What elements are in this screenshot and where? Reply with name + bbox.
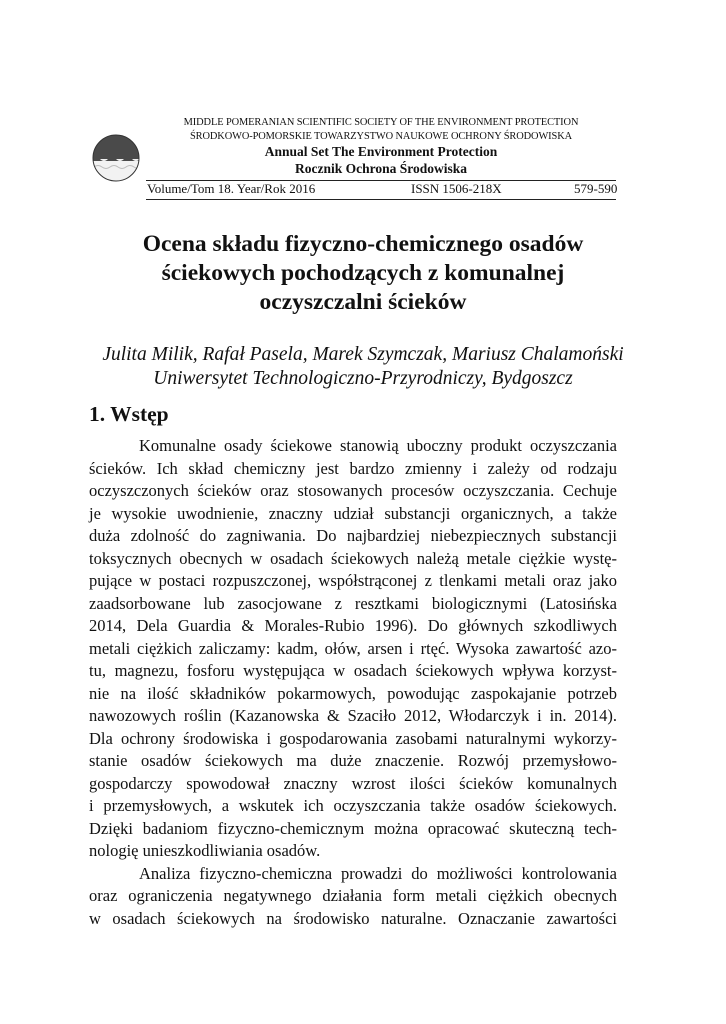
body-line: je wysokie uwodnienie, znaczny udział substancji organicznych, a także [89,503,617,523]
issn: ISSN 1506-218X [411,181,502,196]
body-line: ścieków. Ich skład chemiczny jest bardzo zmienny i zależy od rodzaju [89,458,617,478]
title-line: oczyszczalni ścieków [259,289,467,315]
body-line: oraz ograniczenia negatywnego działania form metali ciężkich obecnych [89,886,617,905]
article-title [80,230,646,317]
body-line: metali ciężkich zaliczamy: kadm, ołów, arsen i rtęć. Wysoka zawartość azo- [89,638,617,658]
body-line: nawozowych roślin (Kazanowska & Szaciło 2012, Włodarczyk i in. 2014). [89,706,617,725]
body-line: Dla ochrony środowiska i gospodarowania zasobami naturalnymi wykorzy- [89,728,617,748]
journal-title-pl: Rocznik Ochrona Środowiska [294,161,468,176]
body-text [89,435,617,930]
section-heading: 1. Wstęp [89,402,169,426]
body-line: nologię unieszkodliwiania osadów. [89,841,321,860]
body-line: zaadsorbowane lub zasocjowane z resztkami biologicznymi (Latosińska [89,593,617,613]
body-line: toksycznych obecnych w osadach ściekowych należą metale ciężkie wystę- [89,548,617,568]
society-logo-icon [92,134,140,182]
body-line: duża zdolność do zagniwania. Do najbardziej niebezpiecznych substancji [89,526,617,545]
body-line: tu, magnezu, fosforu występująca w osadach ściekowych wpływa korzyst- [89,661,617,680]
author-affiliation: Uniwersytet Technologiczno-Przyrodniczy, Bydgoszcz [153,368,573,389]
journal-title-en: Annual Set The Environment Protection [264,144,498,159]
body-line: w osadach ściekowych na środowisko naturalne. Oznaczanie zawartości [89,908,617,928]
header-rule-bottom [146,199,616,200]
title-line: ściekowych pochodzących z komunalnej [161,260,565,286]
body-line: nie na ilość składników pokarmowych, powodując zaspokajanie potrzeb [89,683,617,703]
body-line: 2014, Dela Guardia & Morales-Rubio 1996). Do głównych szkodliwych [89,616,617,635]
body-line: Komunalne osady ściekowe stanowią uboczny produkt oczyszczania [139,436,617,455]
body-line: Analiza fizyczno-chemiczna prowadzi do możliwości kontrolowania [139,863,617,883]
title-line: Ocena składu fizyczno-chemicznego osadów [142,231,584,257]
body-line: pujące w postaci rozpuszczonej, współstrąconej z tlenkami metali oraz jako [89,571,617,590]
page-range: 579-590 [574,181,618,196]
authors-block [80,343,646,391]
author-names: Julita Milik, Rafał Pasela, Marek Szymczak, Mariusz Chalamoński [102,344,624,365]
society-name-pl: ŚRODKOWO-POMORSKIE TOWARZYSTWO NAUKOWE OCHRONY ŚRODOWISKA [189,131,573,142]
body-line: Dzięki badaniom fizyczno-chemicznym można opracować skuteczną tech- [89,818,617,838]
body-line: oczyszczonych ścieków oraz stosowanych procesów oczyszczania. Cechuje [89,481,617,500]
body-line: stanie osadów ściekowych ma duże znaczenie. Rozwój przemysłowo- [89,751,617,770]
body-line: gospodarczy spowodował znaczny wzrost ilości ścieków komunalnych [89,773,617,793]
body-line: i przemysłowych, a wskutek ich oczyszczania także osadów ściekowych. [89,796,617,815]
society-name-en: MIDDLE POMERANIAN SCIENTIFIC SOCIETY OF THE ENVIRONMENT PROTECTION [183,117,579,128]
volume-year: Volume/Tom 18. Year/Rok 2016 [147,181,316,196]
